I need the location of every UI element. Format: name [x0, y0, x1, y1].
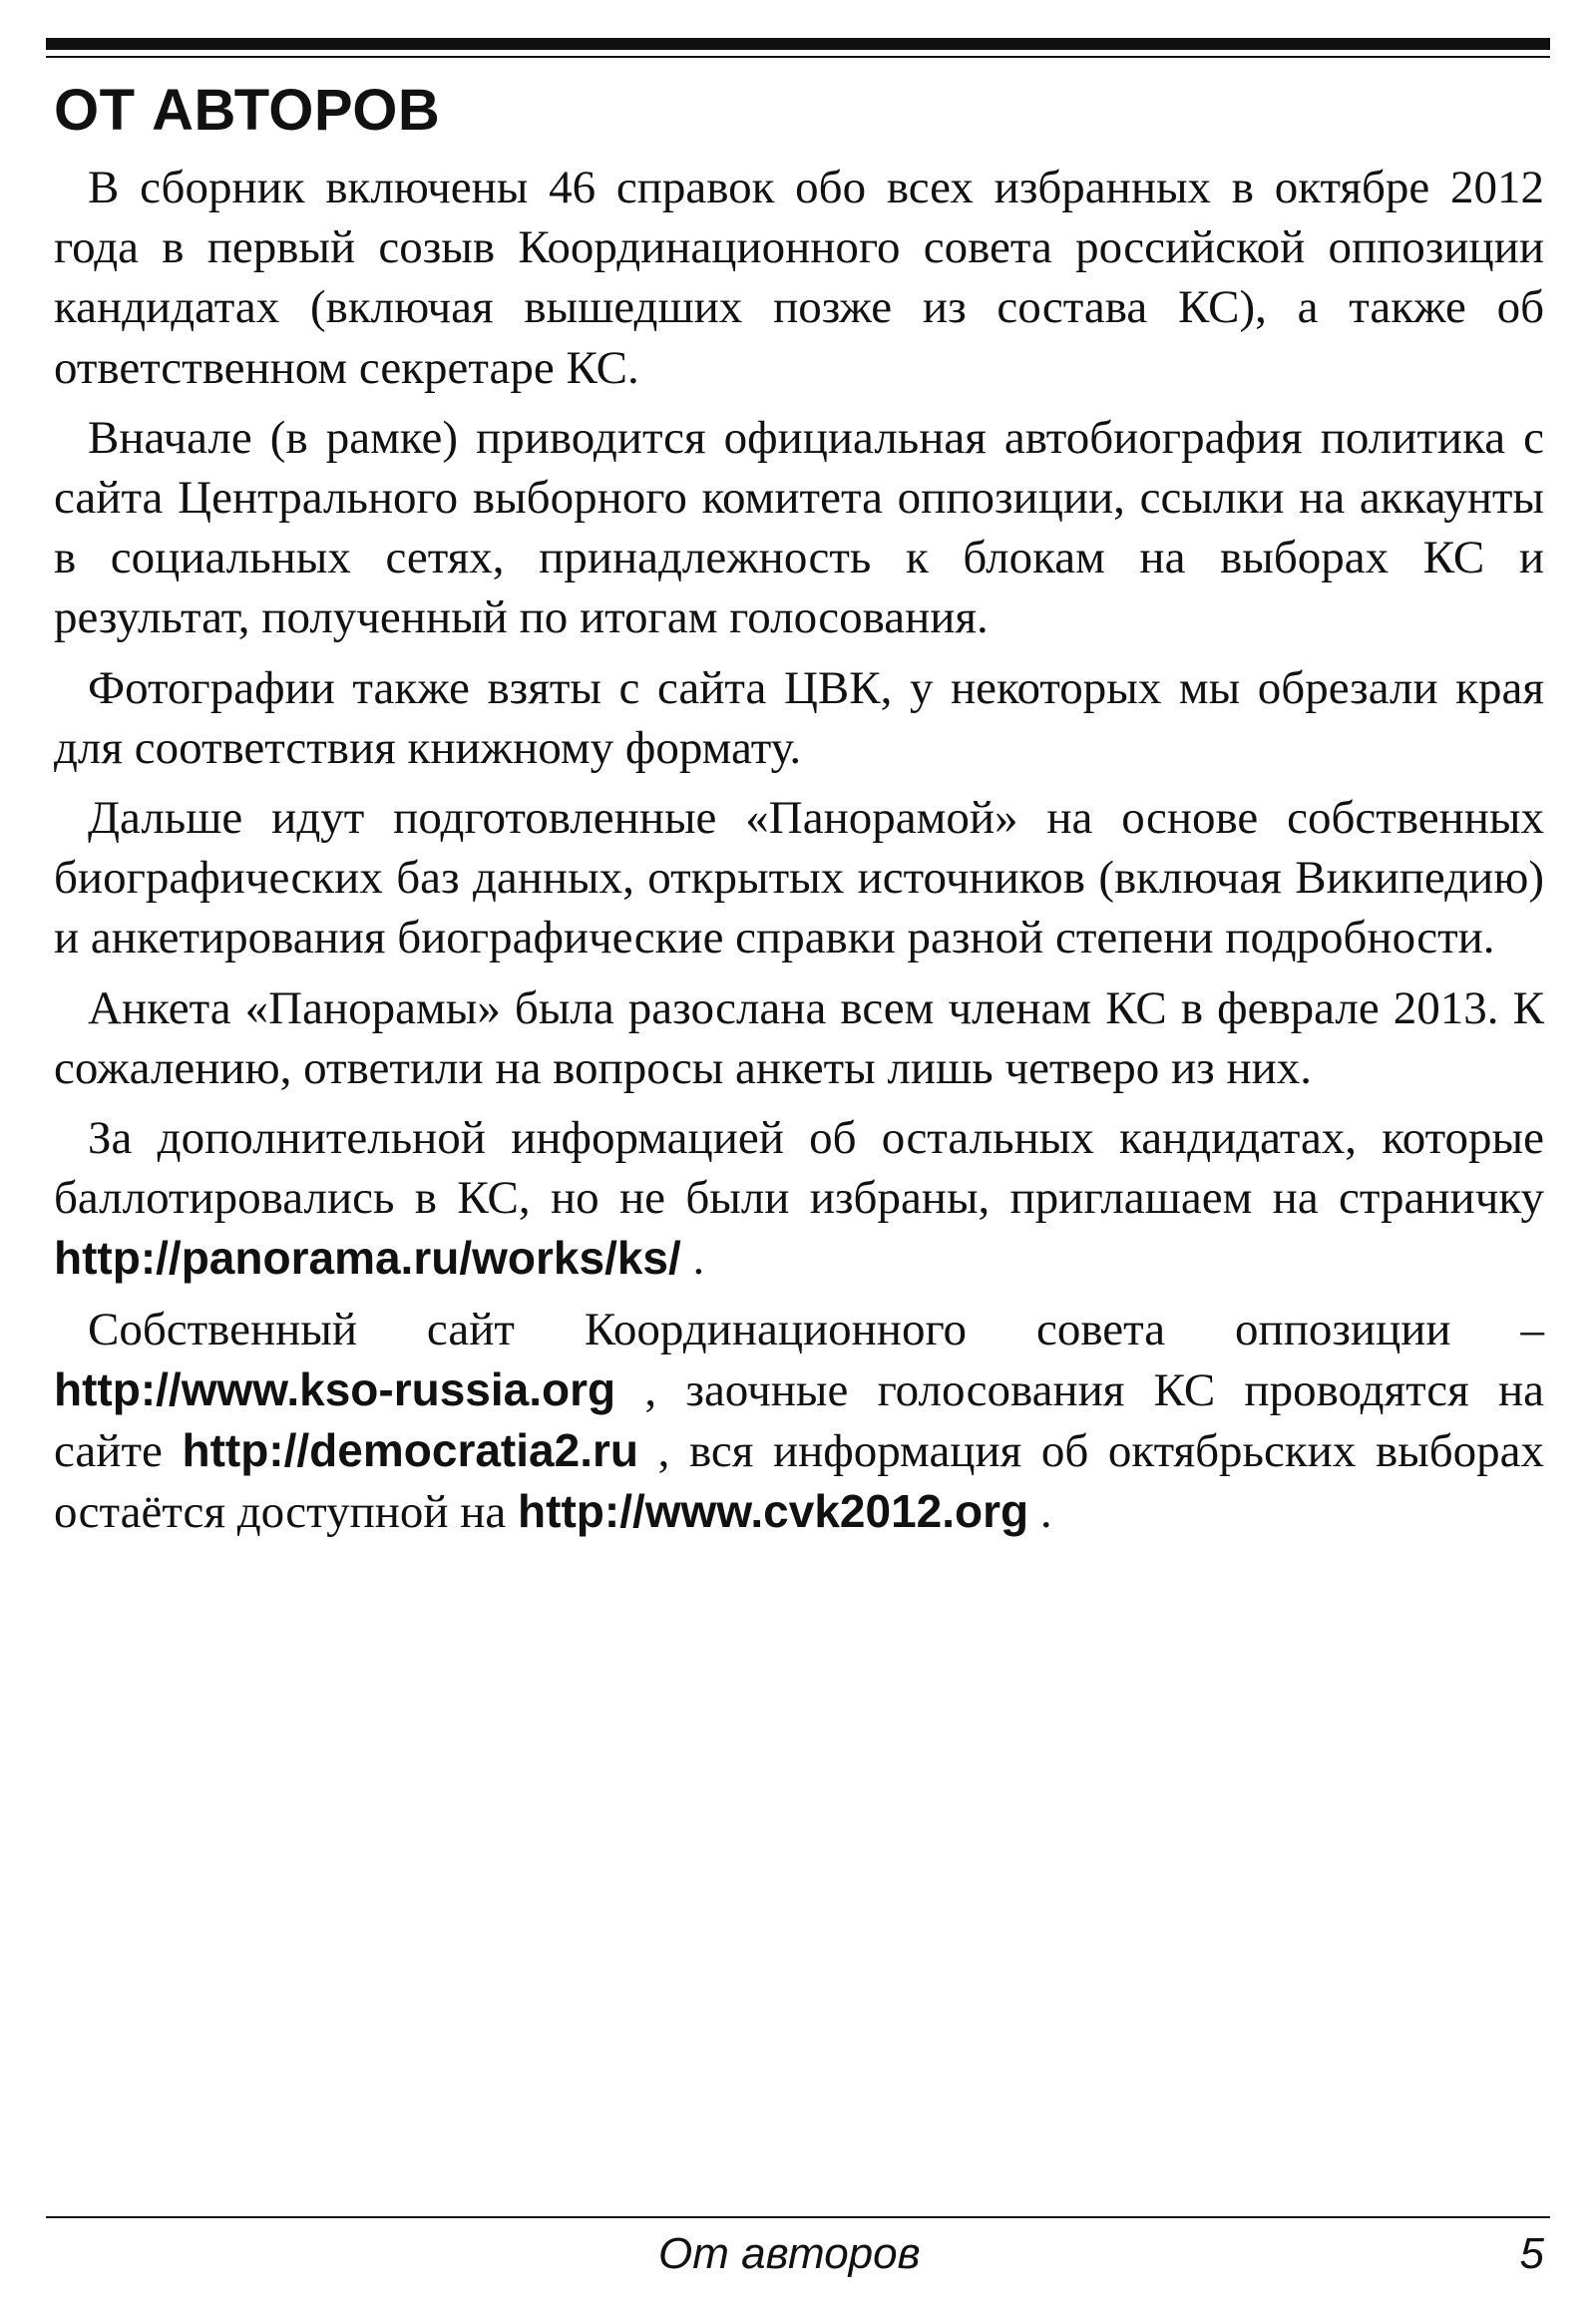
top-rule-thick: [46, 38, 1550, 50]
paragraph-7: [54, 1300, 1544, 1543]
cvk2012-link[interactable]: http://www.cvk2012.org: [518, 1485, 1029, 1538]
paragraph-7-text-3: , вся информация об октябрьских выборах остаётся доступной на: [54, 1425, 1544, 1539]
section-title: ОТ АВТОРОВ: [54, 78, 441, 143]
democratia2-link[interactable]: http://democratia2.ru: [182, 1424, 638, 1477]
paragraph-1: В сборник включены 46 справок обо всех избранных в октябре 2012 года в первый созыв Координационного совета российской оппозиции кандидатах (включая вышедших позже из состава КС), а также об ответственном секретаре КС.: [54, 162, 1544, 394]
paragraph-5: Анкета «Панорамы» была разослана всем членам КС в феврале 2013. К сожалению, ответили на вопросы анкеты лишь четверо из них.: [54, 981, 1544, 1094]
paragraph-6-text: За дополнительной информацией об остальных кандидатах, которые баллотировались в КС, но не были избраны, приглашаем на страничку: [54, 1112, 1544, 1225]
paragraph-7-end: .: [1028, 1486, 1052, 1539]
running-footer-title: От авторов: [658, 2229, 921, 2278]
paragraph-2: Вначале (в рамке) приводится официальная автобиография политика с сайта Центрального выборного комитета оппозиции, ссылки на аккаунты в социальных сетях, принадлежность к блокам на выборах КС и результат, полученный по итогам голосования.: [54, 411, 1544, 644]
paragraph-7-text-2: , заочные голосования КС проводятся на сайте: [54, 1363, 1544, 1478]
paragraph-4: Дальше идут подготовленные «Панорамой» на основе собственных биографических баз данных, открытых источников (включая Википедию) и анкетирования биографические справки разной степени подробности.: [54, 792, 1544, 964]
paragraph-6-end: .: [680, 1233, 705, 1286]
paragraph-7-text-1: Собственный сайт Координационного совета оппозиции –: [88, 1303, 1544, 1355]
paragraph-6: [54, 1108, 1544, 1290]
panorama-ks-link[interactable]: http://panorama.ru/works/ks/: [54, 1232, 681, 1285]
kso-russia-link[interactable]: http://www.kso-russia.org: [54, 1362, 616, 1415]
footer-rule: [46, 2216, 1550, 2218]
page-number: 5: [1519, 2229, 1544, 2278]
paragraph-3: Фотографии также взяты с сайта ЦВК, у некоторых мы обрезали края для соответствия книжному формату.: [54, 661, 1544, 774]
top-rule-thin: [46, 56, 1550, 58]
body-text: [54, 158, 1544, 1552]
